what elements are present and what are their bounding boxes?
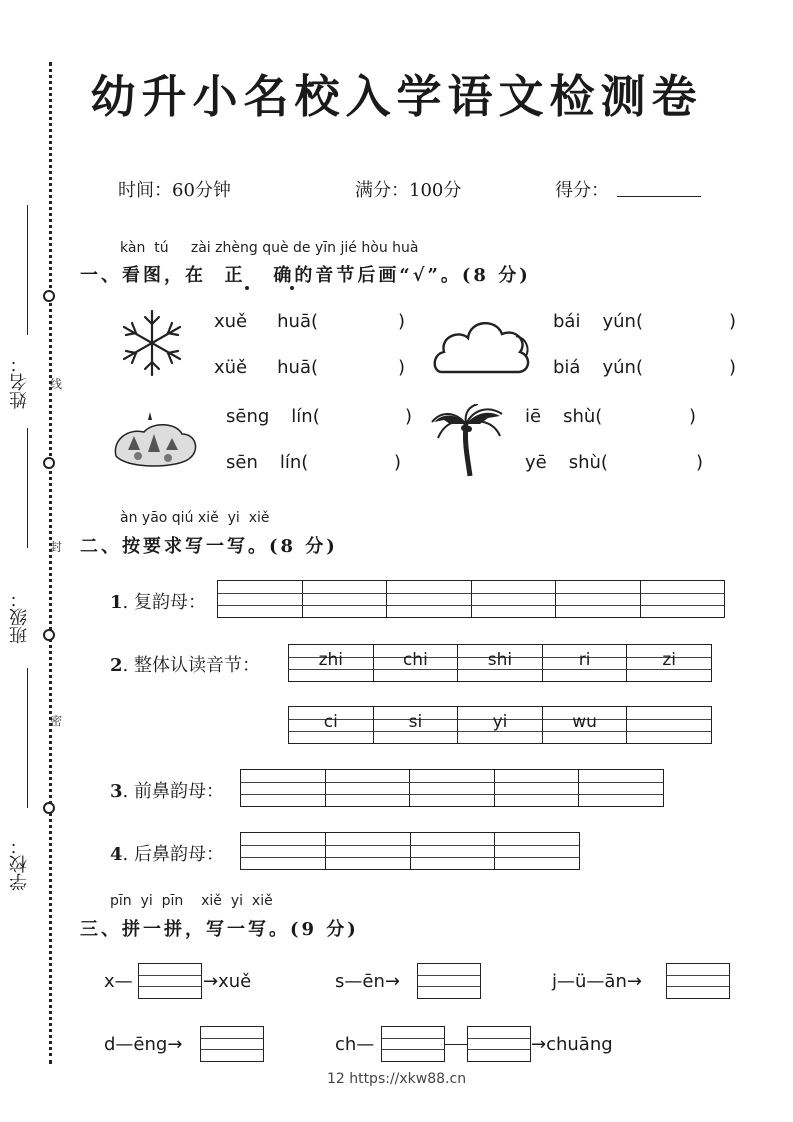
grid-cell[interactable] xyxy=(556,581,641,617)
connector-line xyxy=(445,1044,467,1045)
grid-cell[interactable] xyxy=(241,833,326,869)
spell-answer-box[interactable] xyxy=(381,1026,445,1062)
answer-close-paren[interactable]: ) xyxy=(405,406,413,427)
binding-ring xyxy=(43,802,55,814)
answer-close-paren[interactable]: ) xyxy=(689,406,697,427)
grid-cell[interactable] xyxy=(387,581,472,617)
school-label: 学校： xyxy=(9,837,30,891)
q1-label: 1. 复韵母： xyxy=(110,592,206,613)
q3-label: 3. 前鼻韵母： xyxy=(110,781,224,802)
spell-item-result: →chuāng xyxy=(531,1034,613,1055)
grid-cell[interactable] xyxy=(411,833,496,869)
writing-grid-q3[interactable] xyxy=(240,769,664,807)
spell-answer-box[interactable] xyxy=(666,963,730,999)
grid-cell[interactable] xyxy=(303,581,388,617)
grid-cell: wu xyxy=(543,707,628,743)
answer-close-paren[interactable]: ) xyxy=(394,452,402,473)
seal-word: 封 xyxy=(50,540,63,554)
spell-answer-box[interactable] xyxy=(417,963,481,999)
grid-cell: shi xyxy=(458,645,543,681)
spell-answer-box[interactable] xyxy=(467,1026,531,1062)
page-footer: 12 https://xkw88.cn xyxy=(326,1071,467,1087)
section3-title: 三、拼一拼，写一写。(9 分) xyxy=(80,919,359,940)
binding-ring xyxy=(43,457,55,469)
palm-tree-icon xyxy=(430,404,506,478)
time-label: 时间：60分钟 xyxy=(118,180,231,201)
answer-close-paren[interactable]: ) xyxy=(729,311,737,332)
spell-answer-box[interactable] xyxy=(200,1026,264,1062)
binding-ring xyxy=(43,629,55,641)
emphasis-dot xyxy=(290,286,294,290)
answer-close-paren[interactable]: ) xyxy=(729,357,737,378)
spell-item-prefix: j—ü—ān→ xyxy=(552,971,642,992)
section1-pinyin: kàn tú zài zhèng què de yīn jié hòu huà xyxy=(120,240,419,256)
binding-dotted-line xyxy=(49,62,52,1064)
class-label: 班级： xyxy=(9,590,30,644)
option-bia-yun: biá yún( xyxy=(553,357,643,378)
section2-pinyin: àn yāo qiú xiě yi xiě xyxy=(120,510,270,526)
grid-cell: chi xyxy=(374,645,459,681)
grid-cell[interactable] xyxy=(326,770,411,806)
writing-grid-q4[interactable] xyxy=(240,832,580,870)
answer-close-paren[interactable]: ) xyxy=(398,357,406,378)
spell-answer-box[interactable] xyxy=(138,963,202,999)
name-underline xyxy=(27,205,28,335)
answer-close-paren[interactable]: ) xyxy=(398,311,406,332)
grid-cell[interactable] xyxy=(241,770,326,806)
grid-cell: zi xyxy=(627,645,711,681)
full-score-label: 满分：100分 xyxy=(355,180,462,201)
forest-icon xyxy=(108,410,200,472)
q4-label: 4. 后鼻韵母： xyxy=(110,844,224,865)
name-label: 姓名： xyxy=(9,355,30,409)
writing-grid-q1[interactable] xyxy=(217,580,725,618)
option-xue-hua: xuě huā( xyxy=(214,311,319,332)
option-seng-lin: sēng lín( xyxy=(226,406,320,427)
grid-cell[interactable] xyxy=(579,770,663,806)
grid-cell[interactable] xyxy=(326,833,411,869)
option-ie-shu: iē shù( xyxy=(525,406,603,427)
spell-item-prefix: x— xyxy=(104,971,133,992)
grid-cell: yi xyxy=(458,707,543,743)
page-title: 幼升小名校入学语文检测卷 xyxy=(90,70,703,123)
grid-cell: ci xyxy=(289,707,374,743)
writing-grid-q2-row2 xyxy=(288,706,712,744)
option-bai-yun: bái yún( xyxy=(553,311,643,332)
grid-cell[interactable] xyxy=(495,833,579,869)
score-blank[interactable] xyxy=(617,196,701,197)
answer-close-paren[interactable]: ) xyxy=(696,452,704,473)
option-ye-shu: yē shù( xyxy=(525,452,608,473)
seal-word: 密 xyxy=(50,714,63,728)
writing-grid-q2-row1 xyxy=(288,644,712,682)
q2-label: 2. 整体认读音节： xyxy=(110,655,260,676)
grid-cell[interactable] xyxy=(472,581,557,617)
spell-item-prefix: d—ēng→ xyxy=(104,1034,183,1055)
score-label: 得分： xyxy=(555,180,609,201)
grid-cell[interactable] xyxy=(410,770,495,806)
grid-cell[interactable] xyxy=(641,581,725,617)
emphasis-dot xyxy=(245,286,249,290)
spell-item-prefix: s—ēn→ xyxy=(335,971,400,992)
cloud-icon xyxy=(430,312,534,378)
grid-cell[interactable] xyxy=(218,581,303,617)
school-underline xyxy=(27,668,28,808)
spell-item-result: →xuě xyxy=(203,971,252,992)
class-underline xyxy=(27,428,28,548)
grid-cell: zhi xyxy=(289,645,374,681)
snowflake-icon xyxy=(110,307,194,379)
binding-ring xyxy=(43,290,55,302)
grid-cell[interactable] xyxy=(627,707,711,743)
option-sen-lin: sēn lín( xyxy=(226,452,309,473)
section2-title: 二、按要求写一写。(8 分) xyxy=(80,536,338,557)
grid-cell[interactable] xyxy=(495,770,580,806)
spell-item-prefix: ch— xyxy=(335,1034,375,1055)
grid-cell: ri xyxy=(543,645,628,681)
section1-title: 一、看图，在 正 确的音节后画“√”。(8 分) xyxy=(80,265,531,286)
section3-pinyin: pīn yi pīn xiě yi xiě xyxy=(110,893,273,909)
option-xue-hua-wrong: xüě huā( xyxy=(214,357,319,378)
seal-word: 线 xyxy=(50,377,63,391)
grid-cell: si xyxy=(374,707,459,743)
